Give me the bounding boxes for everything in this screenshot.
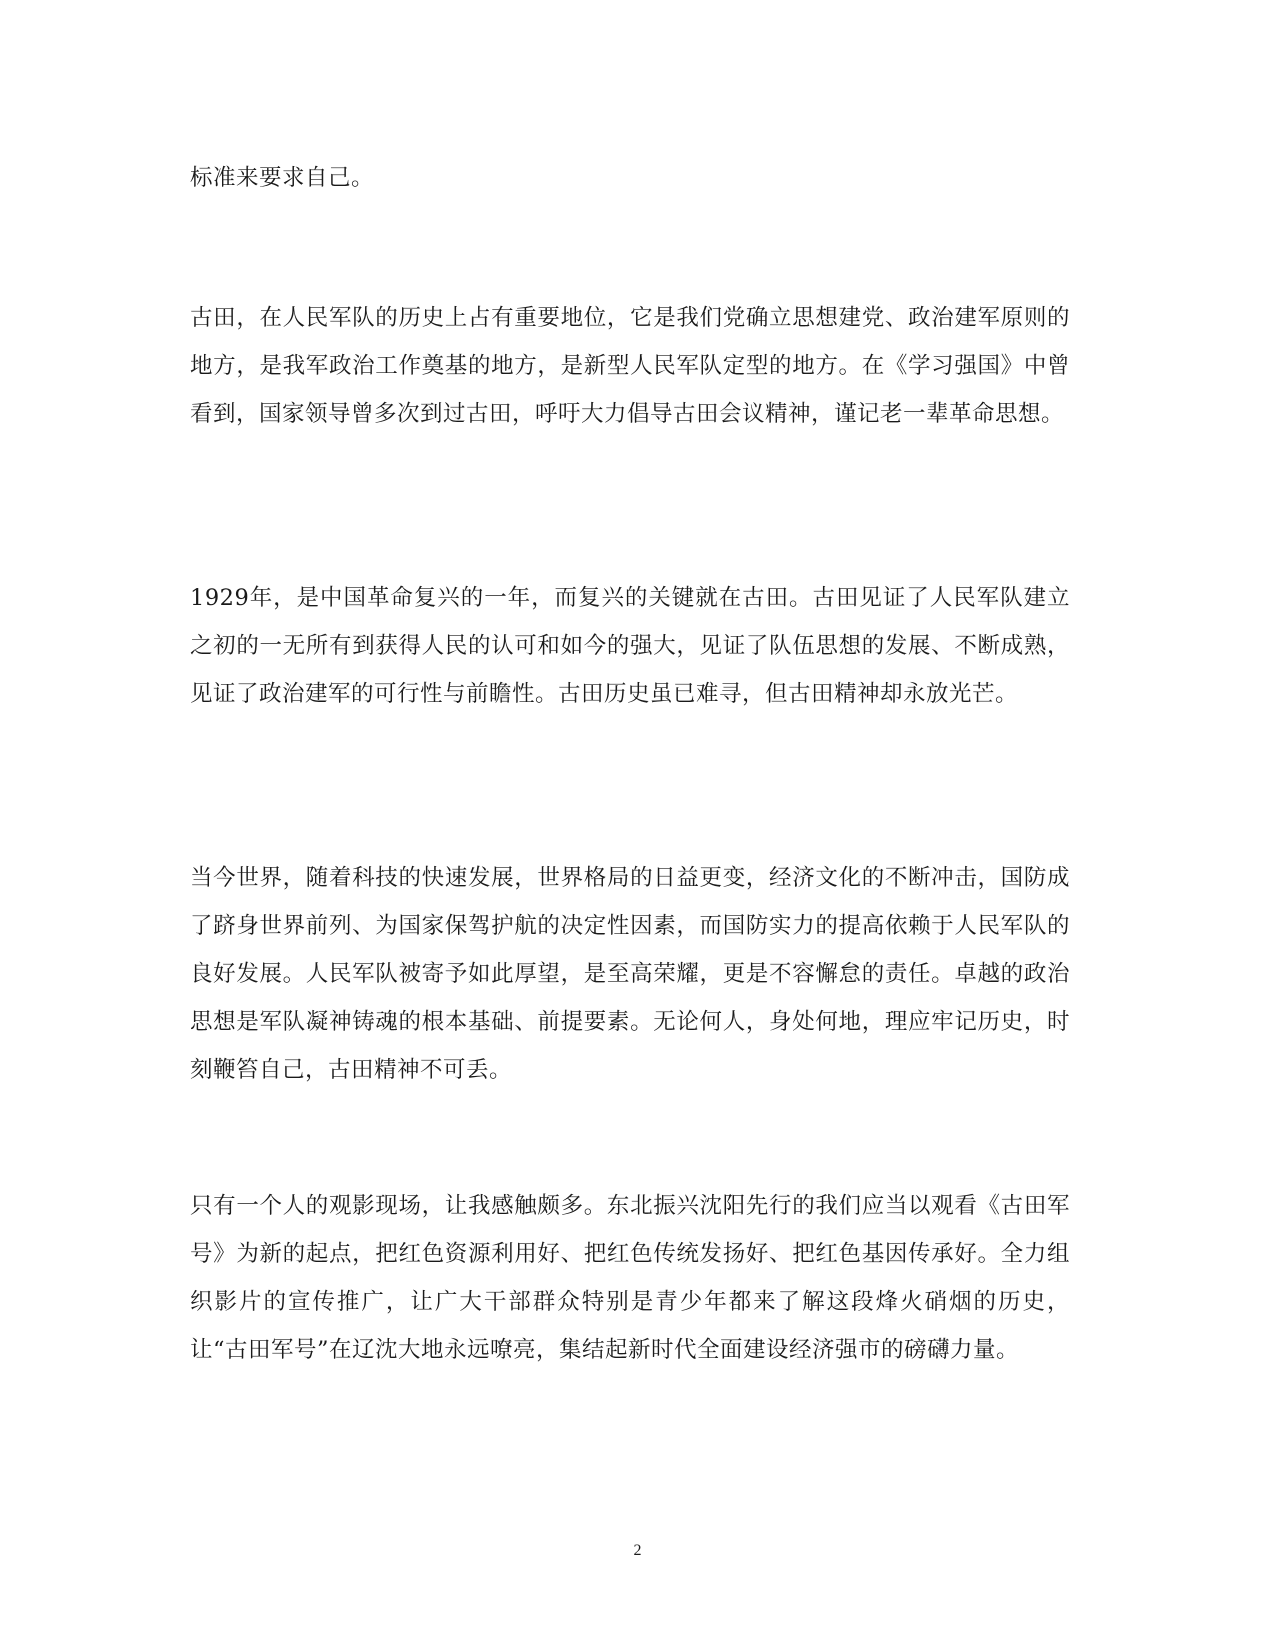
paragraph-2: 古田，在人民军队的历史上占有重要地位，它是我们党确立思想建党、政治建军原则的地方，是我军政治工作奠基的地方，是新型人民军队定型的地方。在《学习强国》中曾看到，国家领导曾多次到过古田，呼吁大力倡导古田会议精神，谨记老一辈革命思想。 — [190, 305, 1070, 427]
paragraph-1: 标准来要求自己。 — [190, 165, 375, 191]
paragraph-4: 当今世界，随着科技的快速发展，世界格局的日益更变，经济文化的不断冲击，国防成了跻身世界前列、为国家保驾护航的决定性因素，而国防实力的提高依赖于人民军队的良好发展。人民军队被寄予如此厚望，是至高荣耀，更是不容懈怠的责任。卓越的政治思想是军队凝神铸魂的根本基础、前提要素。无论何人，身处何地，理应牢记历史，时刻鞭笞自己，古田精神不可丢。 — [190, 865, 1070, 1083]
paragraph-5: 只有一个人的观影现场，让我感触颇多。东北振兴沈阳先行的我们应当以观看《古田军号》为新的起点，把红色资源利用好、把红色传统发扬好、把红色基因传承好。全力组织影片的宣传推广，让广大干部群众特别是青少年都来了解这段烽火硝烟的历史，让“古田军号”在辽沈大地永远嘹亮，集结起新时代全面建设经济强市的磅礴力量。 — [190, 1193, 1070, 1363]
page-number: 2 — [633, 1542, 642, 1559]
paragraph-3: 1929年，是中国革命复兴的一年，而复兴的关键就在古田。古田见证了人民军队建立之初的一无所有到获得人民的认可和如今的强大，见证了队伍思想的发展、不断成熟，见证了政治建军的可行性与前瞻性。古田历史虽已难寻，但古田精神却永放光芒。 — [190, 585, 1070, 707]
